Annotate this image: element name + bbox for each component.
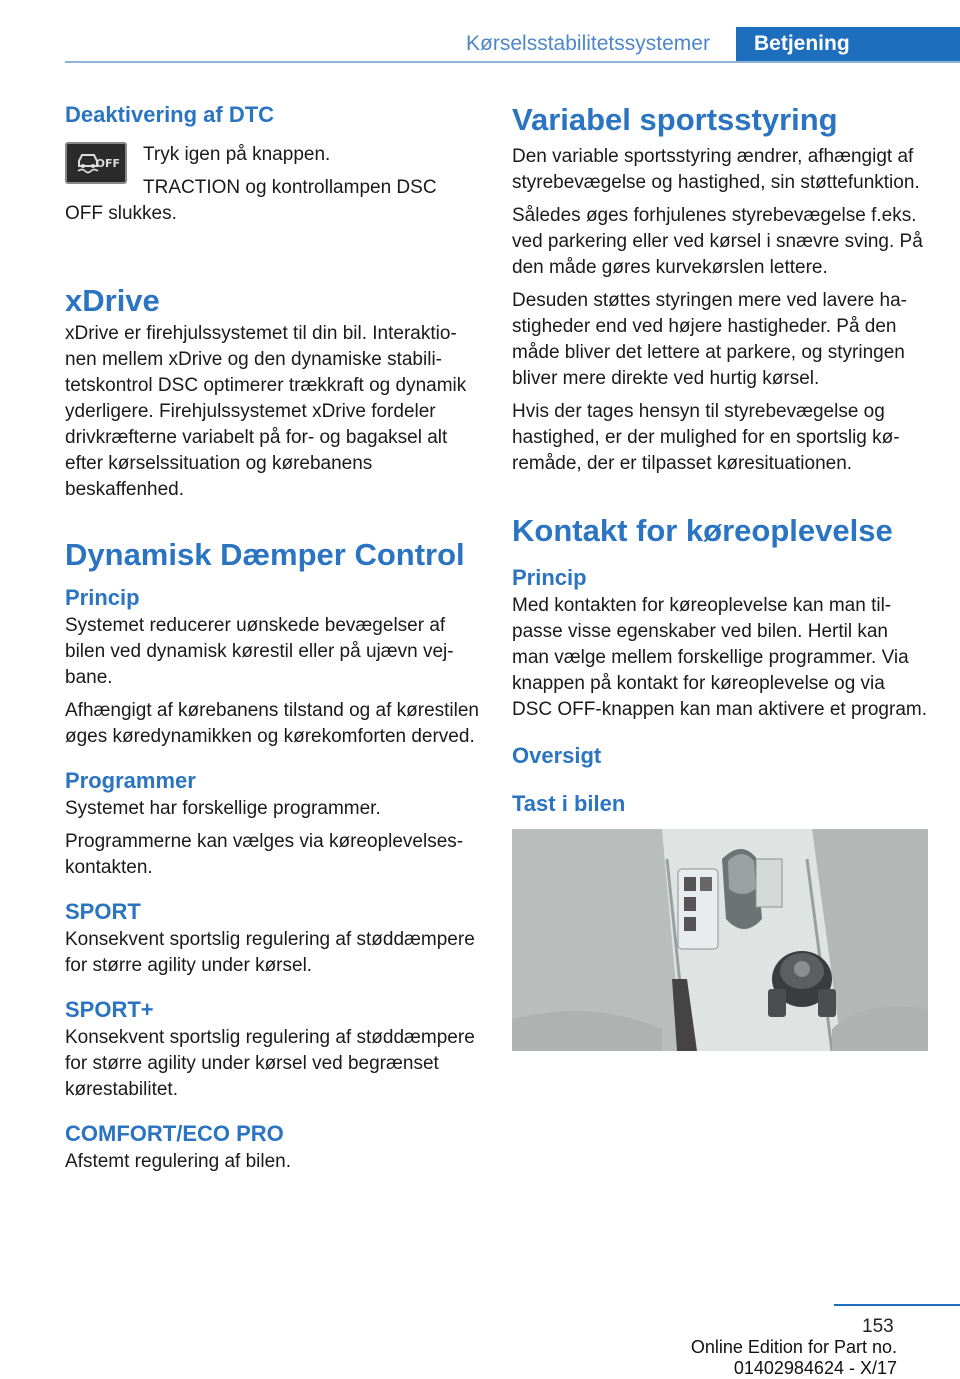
sport-plus-paragraph: Konsekvent sportslig regulering af støddæmpere for større agility under kørsel ved begrænset kørestabilitet. [65,1027,475,1100]
variable-steering-heading: Variabel sportsstyring [512,102,838,137]
page-number: 153 [862,1316,894,1337]
ddc-heading: Dynamisk Dæmper Control [65,537,465,572]
drive-experience-princip-heading: Princip [512,565,587,590]
footer-rule [834,1304,960,1306]
variable-steering-paragraph-2: Således øges forhjulenes styrebevægelse f.eks. ved parkering eller ved kørsel i snævre sving. På den måde gøres kurvekørslen lettere. [512,205,923,278]
footer-edition: Online Edition for Part no. 01402984624 - X/17 [690,1337,897,1378]
dtc-paragraph-1: Tryk igen på knappen. [143,144,331,165]
programmer-paragraph-1: Systemet har forskellige programmer. [65,798,381,819]
comfort-eco-pro-heading: COMFORT/ECO PRO [65,1121,284,1146]
dtc-heading: Deaktivering af DTC [65,102,275,127]
center-console-illustration [512,829,928,1051]
xdrive-paragraph: xDrive er firehjulssystemet til din bil. Interaktionen mellem xDrive og den dynamiske stabilitetskontrol DSC optimerer trækkraft og dynamik yderligere. Firehjulssystemet xDrive fordeler drivkræfterne variabelt på for- og bagaksel alt efter kørselssituation og kørebanens beskaffenhed. [65,323,467,500]
header-rule [65,61,960,63]
oversigt-heading: Oversigt [512,743,602,768]
header-chapter-tab: Betjening [736,27,960,61]
left-column [65,100,479,1182]
ddc-princip-paragraph-2: Afhængigt af kørebanens tilstand og af kørestilen øges køredynamikken og kørekomforten derved. [65,700,480,747]
ddc-princip-heading: Princip [65,585,140,610]
dsc-off-icon-label: OFF [95,157,120,170]
programmer-heading: Programmer [65,768,196,793]
variable-steering-paragraph-4: Hvis der tages hensyn til styrebevægelse og hastighed, er der mulighed for en sportslig køremåde, der er tilpasset køresituationen. [512,401,900,474]
variable-steering-paragraph-3: Desuden støttes styringen mere ved lavere hastigheder end ved højere hastigheder. På den måde bliver det lettere at parkere, og styringen bliver mere direkte ved hurtig kørsel. [512,290,907,389]
header-section-title: Kørselsstabilitetssystemer [466,32,710,55]
sport-paragraph: Konsekvent sportslig regulering af støddæmpere for større agility under kørsel. [65,929,475,976]
dtc-section [65,100,479,227]
dtc-paragraph-2b: OFF slukkes. [65,203,177,224]
dsc-off-button-icon [65,142,127,184]
right-column [512,100,930,1051]
sport-plus-heading: SPORT+ [65,997,154,1022]
sport-heading: SPORT [65,899,141,924]
xdrive-heading: xDrive [65,283,160,318]
center-console-photo [512,829,928,1051]
drive-experience-paragraph: Med kontakten for køreoplevelse kan man tilpasse visse egenskaber ved bilen. Hertil kan man vælge mellem forskellige programmer. Via knappen på kontakt for køreoplevelse og via DSC OFF-knappen kan man aktivere et program. [512,595,928,720]
tast-i-bilen-heading: Tast i bilen [512,791,626,816]
ddc-princip-paragraph-1: Systemet reducerer uønskede bevægelser af bilen ved dynamisk kørestil eller på ujævn vejbane. [65,615,454,688]
programmer-paragraph-2: Programmerne kan vælges via køreoplevelseskontakten. [65,831,464,878]
drive-experience-heading: Kontakt for køreoplevelse [512,513,893,548]
variable-steering-paragraph-1: Den variable sportsstyring ændrer, afhængigt af styrebevægelse og hastighed, sin støttefunktion. [512,146,920,193]
comfort-eco-pro-paragraph: Afstemt regulering af bilen. [65,1151,292,1172]
dtc-paragraph-2a: TRACTION og kontrollampen DSC [143,177,437,198]
